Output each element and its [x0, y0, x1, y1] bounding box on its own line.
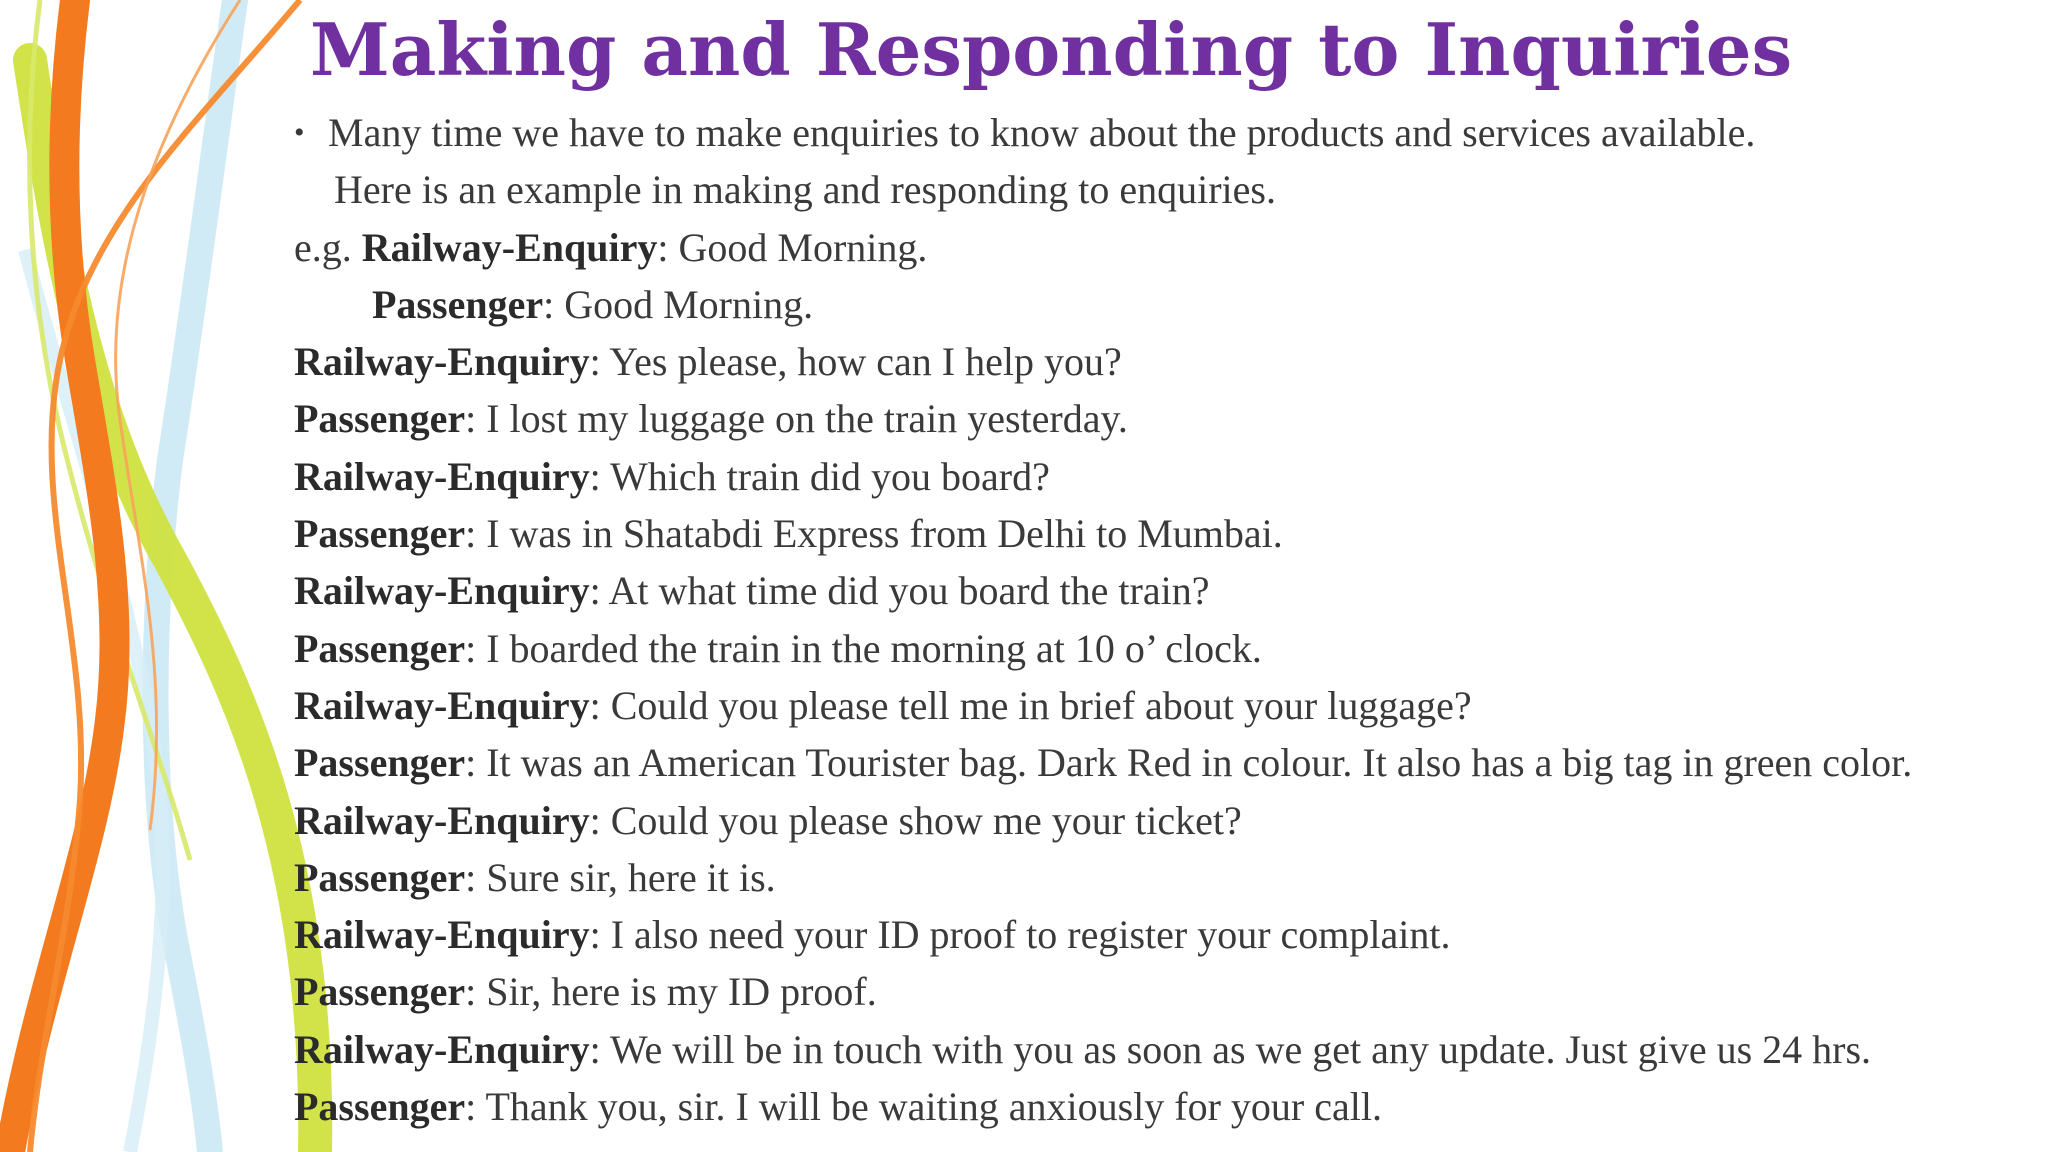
dialogue-text: Which train did you board?	[610, 453, 1050, 499]
speaker-separator: :	[465, 969, 487, 1015]
speaker-label: Passenger	[294, 625, 466, 671]
dialogue-line	[294, 1078, 2034, 1135]
speaker-label: Railway-Enquiry	[294, 912, 590, 958]
dialogue-text: Could you please show me your ticket?	[610, 797, 1242, 843]
dialogue-text: Sir, here is my ID proof.	[486, 969, 877, 1015]
speaker-separator: :	[657, 224, 679, 270]
dialogue-line	[294, 333, 2034, 390]
dialogue-line	[294, 734, 2034, 791]
intro-line-2	[294, 161, 2034, 218]
dialogue-line	[294, 562, 2034, 619]
speaker-label: Railway-Enquiry	[361, 224, 658, 270]
dialogue-text: Good Morning.	[678, 224, 928, 270]
speaker-label: Railway-Enquiry	[294, 568, 590, 614]
dialogue-line	[294, 1021, 2034, 1078]
speaker-separator: :	[589, 912, 611, 958]
dialogue-text: At what time did you board the train?	[608, 568, 1210, 614]
speaker-separator: :	[465, 625, 487, 671]
speaker-label: Railway-Enquiry	[294, 682, 590, 728]
speaker-separator: :	[589, 339, 610, 385]
dialogue-text: It was an American Tourister bag. Dark Red in colour. It also has a big tag in green color.	[486, 740, 1913, 786]
speaker-separator: :	[589, 797, 611, 843]
dialogue-text: Thank you, sir. I will be waiting anxiously for your call.	[485, 1084, 1382, 1130]
speaker-label: Railway-Enquiry	[294, 453, 590, 499]
speaker-separator: :	[465, 1084, 486, 1130]
dialogue-line	[294, 963, 2034, 1020]
speaker-label: Passenger	[294, 511, 466, 557]
speaker-label: Railway-Enquiry	[294, 339, 590, 385]
dialogue-text: Yes please, how can I help you?	[609, 339, 1122, 385]
speaker-label: Railway-Enquiry	[294, 797, 590, 843]
speaker-label: Passenger	[294, 854, 466, 900]
slide-title: Making and Responding to Inquiries	[310, 7, 1793, 92]
intro-text-1: Many time we have to make enquiries to know about the products and services available.	[328, 110, 1756, 155]
speaker-label: Passenger	[294, 969, 466, 1015]
dialogue-line	[294, 849, 2034, 906]
dialogue-line	[294, 677, 2034, 734]
dialogue-line	[294, 505, 2034, 562]
speaker-separator: :	[543, 281, 565, 327]
speaker-separator: :	[589, 453, 610, 499]
speaker-separator: :	[589, 1026, 610, 1072]
speaker-label: Passenger	[372, 281, 544, 327]
dialogue-line	[294, 448, 2034, 505]
dialogue-line	[294, 276, 2034, 333]
dialogue-text: We will be in touch with you as soon as we get any update. Just give us 24 hrs.	[610, 1026, 1872, 1072]
dialogue-text: I was in Shatabdi Express from Delhi to Mumbai.	[486, 511, 1283, 557]
dialogue-text: I also need your ID proof to register your complaint.	[610, 912, 1451, 958]
speaker-separator: :	[465, 854, 487, 900]
dialogue-line	[294, 390, 2034, 447]
speaker-separator: :	[465, 511, 487, 557]
example-prefix: e.g.	[294, 224, 352, 270]
speaker-label: Railway-Enquiry	[294, 1026, 590, 1072]
dialogue-line	[294, 620, 2034, 677]
dialogue-text: I lost my luggage on the train yesterday.	[486, 396, 1128, 442]
intro-text-2: Here is an example in making and responding to enquiries.	[334, 167, 1276, 213]
intro-line-1	[294, 104, 2034, 161]
dialogue-text: I boarded the train in the morning at 10 o’ clock.	[486, 625, 1262, 671]
dialogue-text: Sure sir, here it is.	[486, 854, 776, 900]
dialogue-text: Could you please tell me in brief about your luggage?	[610, 682, 1472, 728]
dialogue-line	[294, 219, 2034, 276]
dialogue-text: Good Morning.	[564, 281, 814, 327]
slide-body	[294, 104, 2034, 1135]
speaker-separator: :	[589, 568, 609, 614]
dialogue-line	[294, 906, 2034, 963]
speaker-label: Passenger	[294, 740, 466, 786]
speaker-separator: :	[465, 396, 487, 442]
dialogue-line	[294, 792, 2034, 849]
speaker-separator: :	[465, 740, 487, 786]
speaker-label: Passenger	[294, 1084, 466, 1130]
bullet-icon: •	[294, 116, 305, 149]
speaker-separator: :	[589, 682, 611, 728]
speaker-label: Passenger	[294, 396, 466, 442]
